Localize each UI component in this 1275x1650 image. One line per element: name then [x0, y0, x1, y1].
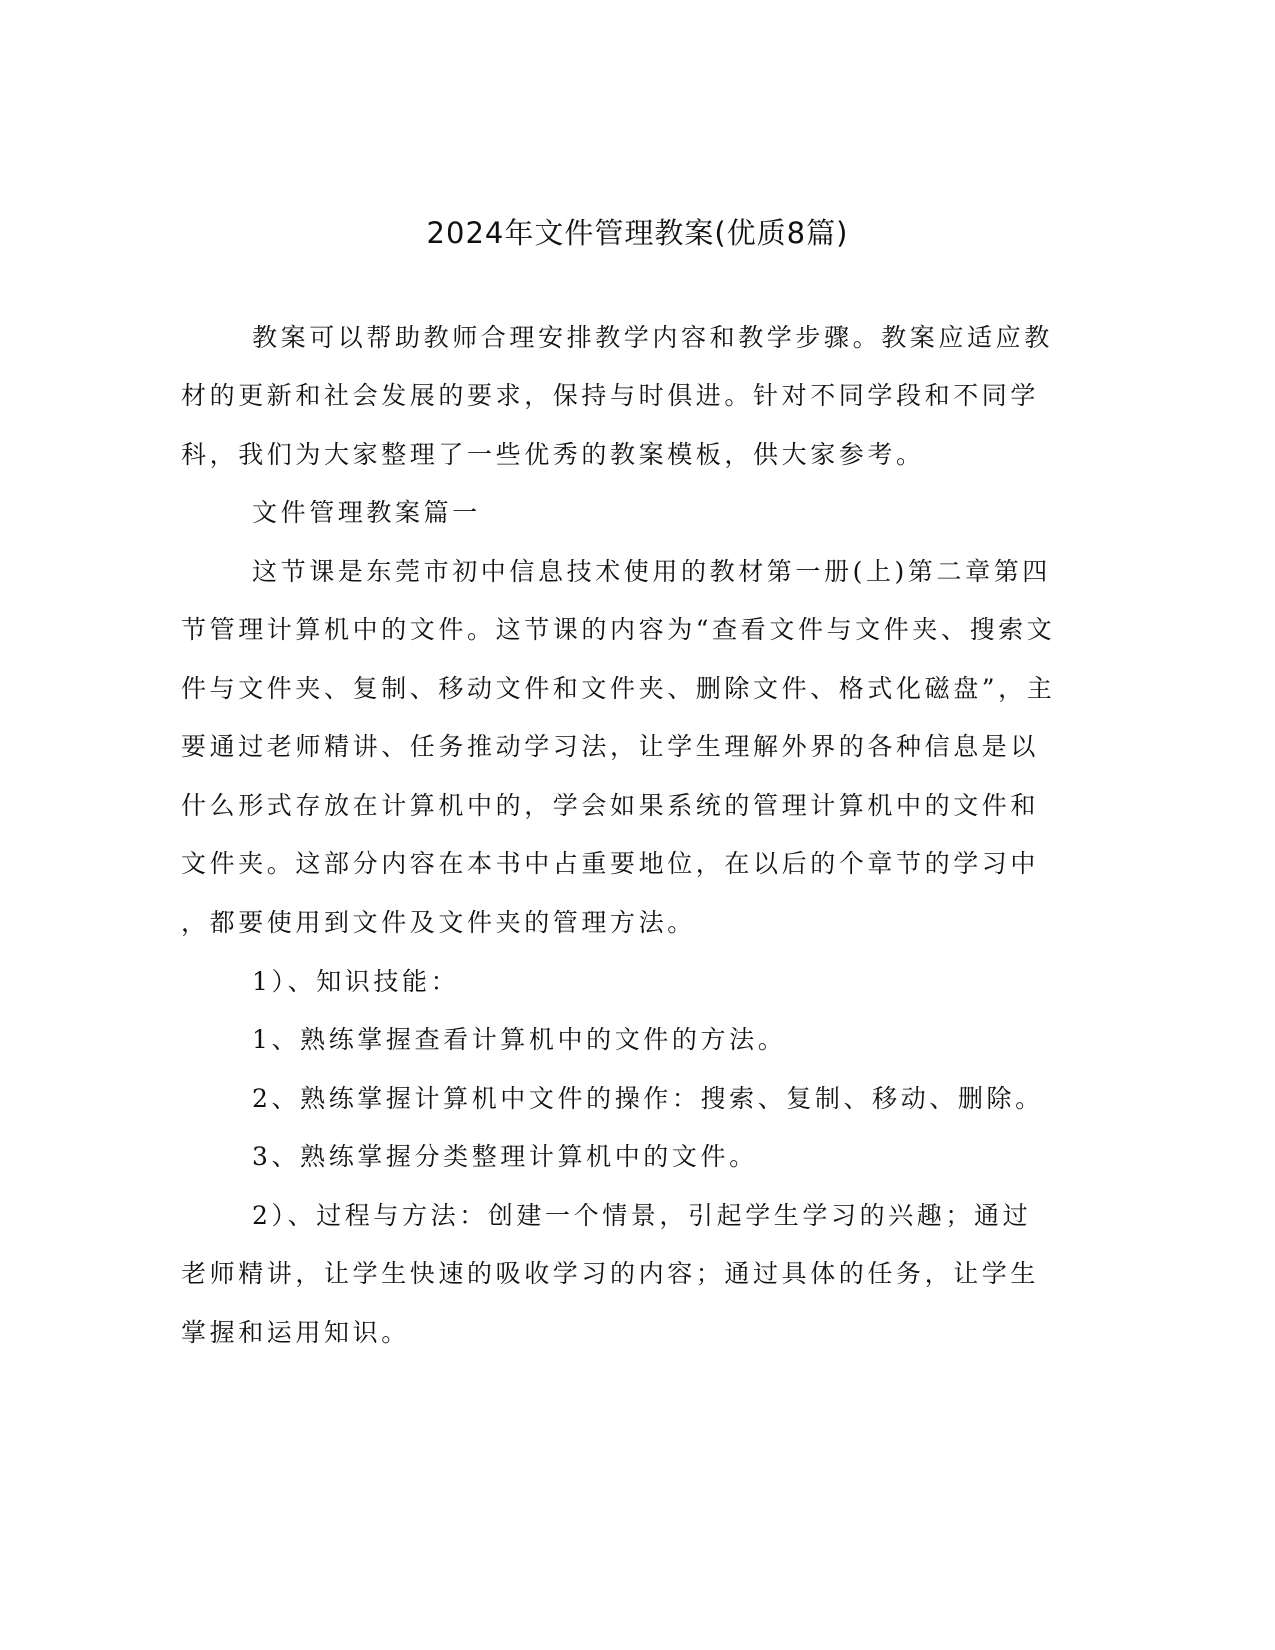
- paragraph-line: 教案可以帮助教师合理安排教学内容和教学步骤。教案应适应教: [252, 323, 1053, 352]
- paragraph-line: 文件夹。这部分内容在本书中占重要地位，在以后的个章节的学习中: [181, 849, 1040, 878]
- list-item-text: 3、熟练掌握分类整理计算机中的文件。: [252, 1142, 758, 1171]
- paragraph-line: 科，我们为大家整理了一些优秀的教案模板，供大家参考。: [181, 440, 925, 469]
- paragraph-line: 这节课是东莞市初中信息技术使用的教材第一册(上)第二章第四: [252, 557, 1051, 586]
- paragraph-line: 2）、过程与方法：创建一个情景，引起学生学习的兴趣；通过: [252, 1201, 1032, 1230]
- paragraph-line: 掌握和运用知识。: [181, 1318, 410, 1347]
- paragraph-line: 材的更新和社会发展的要求，保持与时俱进。针对不同学段和不同学: [181, 381, 1040, 410]
- document-title: 2024年文件管理教案(优质8篇): [426, 216, 849, 250]
- section-heading-text: 文件管理教案篇一: [252, 498, 481, 527]
- paragraph-line: 节管理计算机中的文件。这节课的内容为“查看文件与文件夹、搜索文: [181, 615, 1056, 644]
- paragraph-line: 件与文件夹、复制、移动文件和文件夹、删除文件、格式化磁盘”，主: [181, 674, 1056, 703]
- paragraph-line: 老师精讲，让学生快速的吸收学习的内容；通过具体的任务，让学生: [181, 1259, 1040, 1288]
- list-item-text: 2、熟练掌握计算机中文件的操作：搜索、复制、移动、删除。: [252, 1084, 1044, 1113]
- paragraph-line: 要通过老师精讲、任务推动学习法，让学生理解外界的各种信息是以: [181, 732, 1040, 761]
- paragraph-line: 什么形式存放在计算机中的，学会如果系统的管理计算机中的文件和: [181, 791, 1040, 820]
- list-item-text: 1、熟练掌握查看计算机中的文件的方法。: [252, 1025, 787, 1054]
- paragraph-line: ，都要使用到文件及文件夹的管理方法。: [181, 908, 696, 937]
- list-heading-text: 1）、知识技能：: [252, 967, 460, 996]
